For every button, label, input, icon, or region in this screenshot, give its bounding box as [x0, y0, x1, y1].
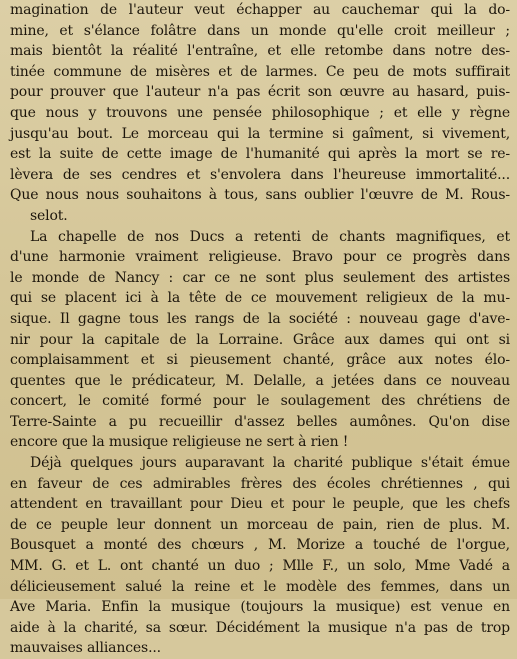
text-line: aide à la charité, sa sœur. Décidément la musique n'a pas de trop — [10, 619, 510, 636]
text-line: pour prouver que l'auteur n'a pas écrit son œuvre au hasard, puis- — [10, 84, 510, 101]
text-line: Bousquet a monté des chœurs , M. Morize a touché de l'orgue, — [10, 537, 510, 554]
text-line: que nous y trouvons une pensée philosophique ; et elle y règne — [10, 104, 510, 121]
text-line: concert, le comité formé pour le soulagement des chrétiens de — [10, 393, 510, 410]
text-line: jusqu'au bout. Le morceau qui la termine si gaîment, si vivement, — [10, 125, 510, 142]
text-line: Déjà quelques jours auparavant la charité publique s'était émue — [30, 455, 510, 472]
text-line: mine, et s'élance folâtre dans un monde qu'elle croit meilleur ; — [10, 22, 510, 39]
text-line: est la suite de cette image de l'humanité qui après la mort se re- — [10, 146, 510, 163]
text-line: Terre-Sainte a pu recueillir d'assez belles aumônes. Qu'on dise — [10, 413, 510, 430]
paragraph-1 — [10, 0, 510, 227]
text-line: en faveur de ces admirables frères des écoles chrétiennes , qui — [10, 475, 510, 492]
text-line: complaisamment et si pieusement chanté, grâce aux notes élo- — [10, 352, 510, 369]
text-line: encore que la musique religieuse ne sert à rien ! — [10, 434, 349, 451]
paragraph-2 — [10, 227, 510, 454]
text-line: de ce peuple leur donnent un morceau de pain, rien de plus. M. — [10, 516, 510, 533]
text-line: qui se placent ici à la tête de ce mouvement religieux de la mu- — [10, 290, 510, 307]
text-line: délicieusement salué la reine et le modèle des femmes, dans un — [10, 578, 510, 595]
text-line: lèvera de ses cendres et s'envolera dans l'heureuse immortalité... — [10, 166, 510, 183]
text-line: d'une harmonie vraiment religieuse. Bravo pour ce progrès dans — [10, 249, 510, 266]
text-line: tinée commune de misères et de larmes. Ce peu de mots suffirait — [10, 63, 510, 80]
text-line: le monde de Nancy : car ce ne sont plus seulement des artistes — [10, 269, 510, 286]
text-line: quentes que le prédicateur, M. Delalle, a jetées dans ce nouveau — [10, 372, 510, 389]
text-line: attendent en travaillant pour Dieu et pour le peuple, que les chefs — [10, 496, 510, 513]
text-line: Ave Maria. Enfin la musique (toujours la musique) est venue en — [10, 599, 510, 616]
text-line: mais bientôt la réalité l'entraîne, et elle retombe dans notre des- — [10, 43, 510, 60]
text-line: MM. G. et L. ont chanté un duo ; Mlle F., un solo, Mme Vadé a — [10, 558, 510, 575]
text-line: magination de l'auteur veut échapper au cauchemar qui la do- — [10, 2, 510, 18]
text-line: sique. Il gagne tous les rangs de la société : nouveau gage d'ave- — [10, 310, 510, 327]
article-column — [10, 0, 510, 659]
paragraph-3 — [10, 453, 510, 659]
text-line: La chapelle de nos Ducs a retenti de chants magnifiques, et — [30, 228, 510, 245]
text-line: Que nous nous souhaitons à tous, sans oublier l'œuvre de M. Rous- — [10, 187, 510, 204]
text-line: nir pour la capitale de la Lorraine. Grâce aux dames qui ont si — [10, 331, 510, 348]
text-line: selot. — [30, 207, 68, 224]
text-line: mauvaises alliances... — [10, 640, 161, 657]
